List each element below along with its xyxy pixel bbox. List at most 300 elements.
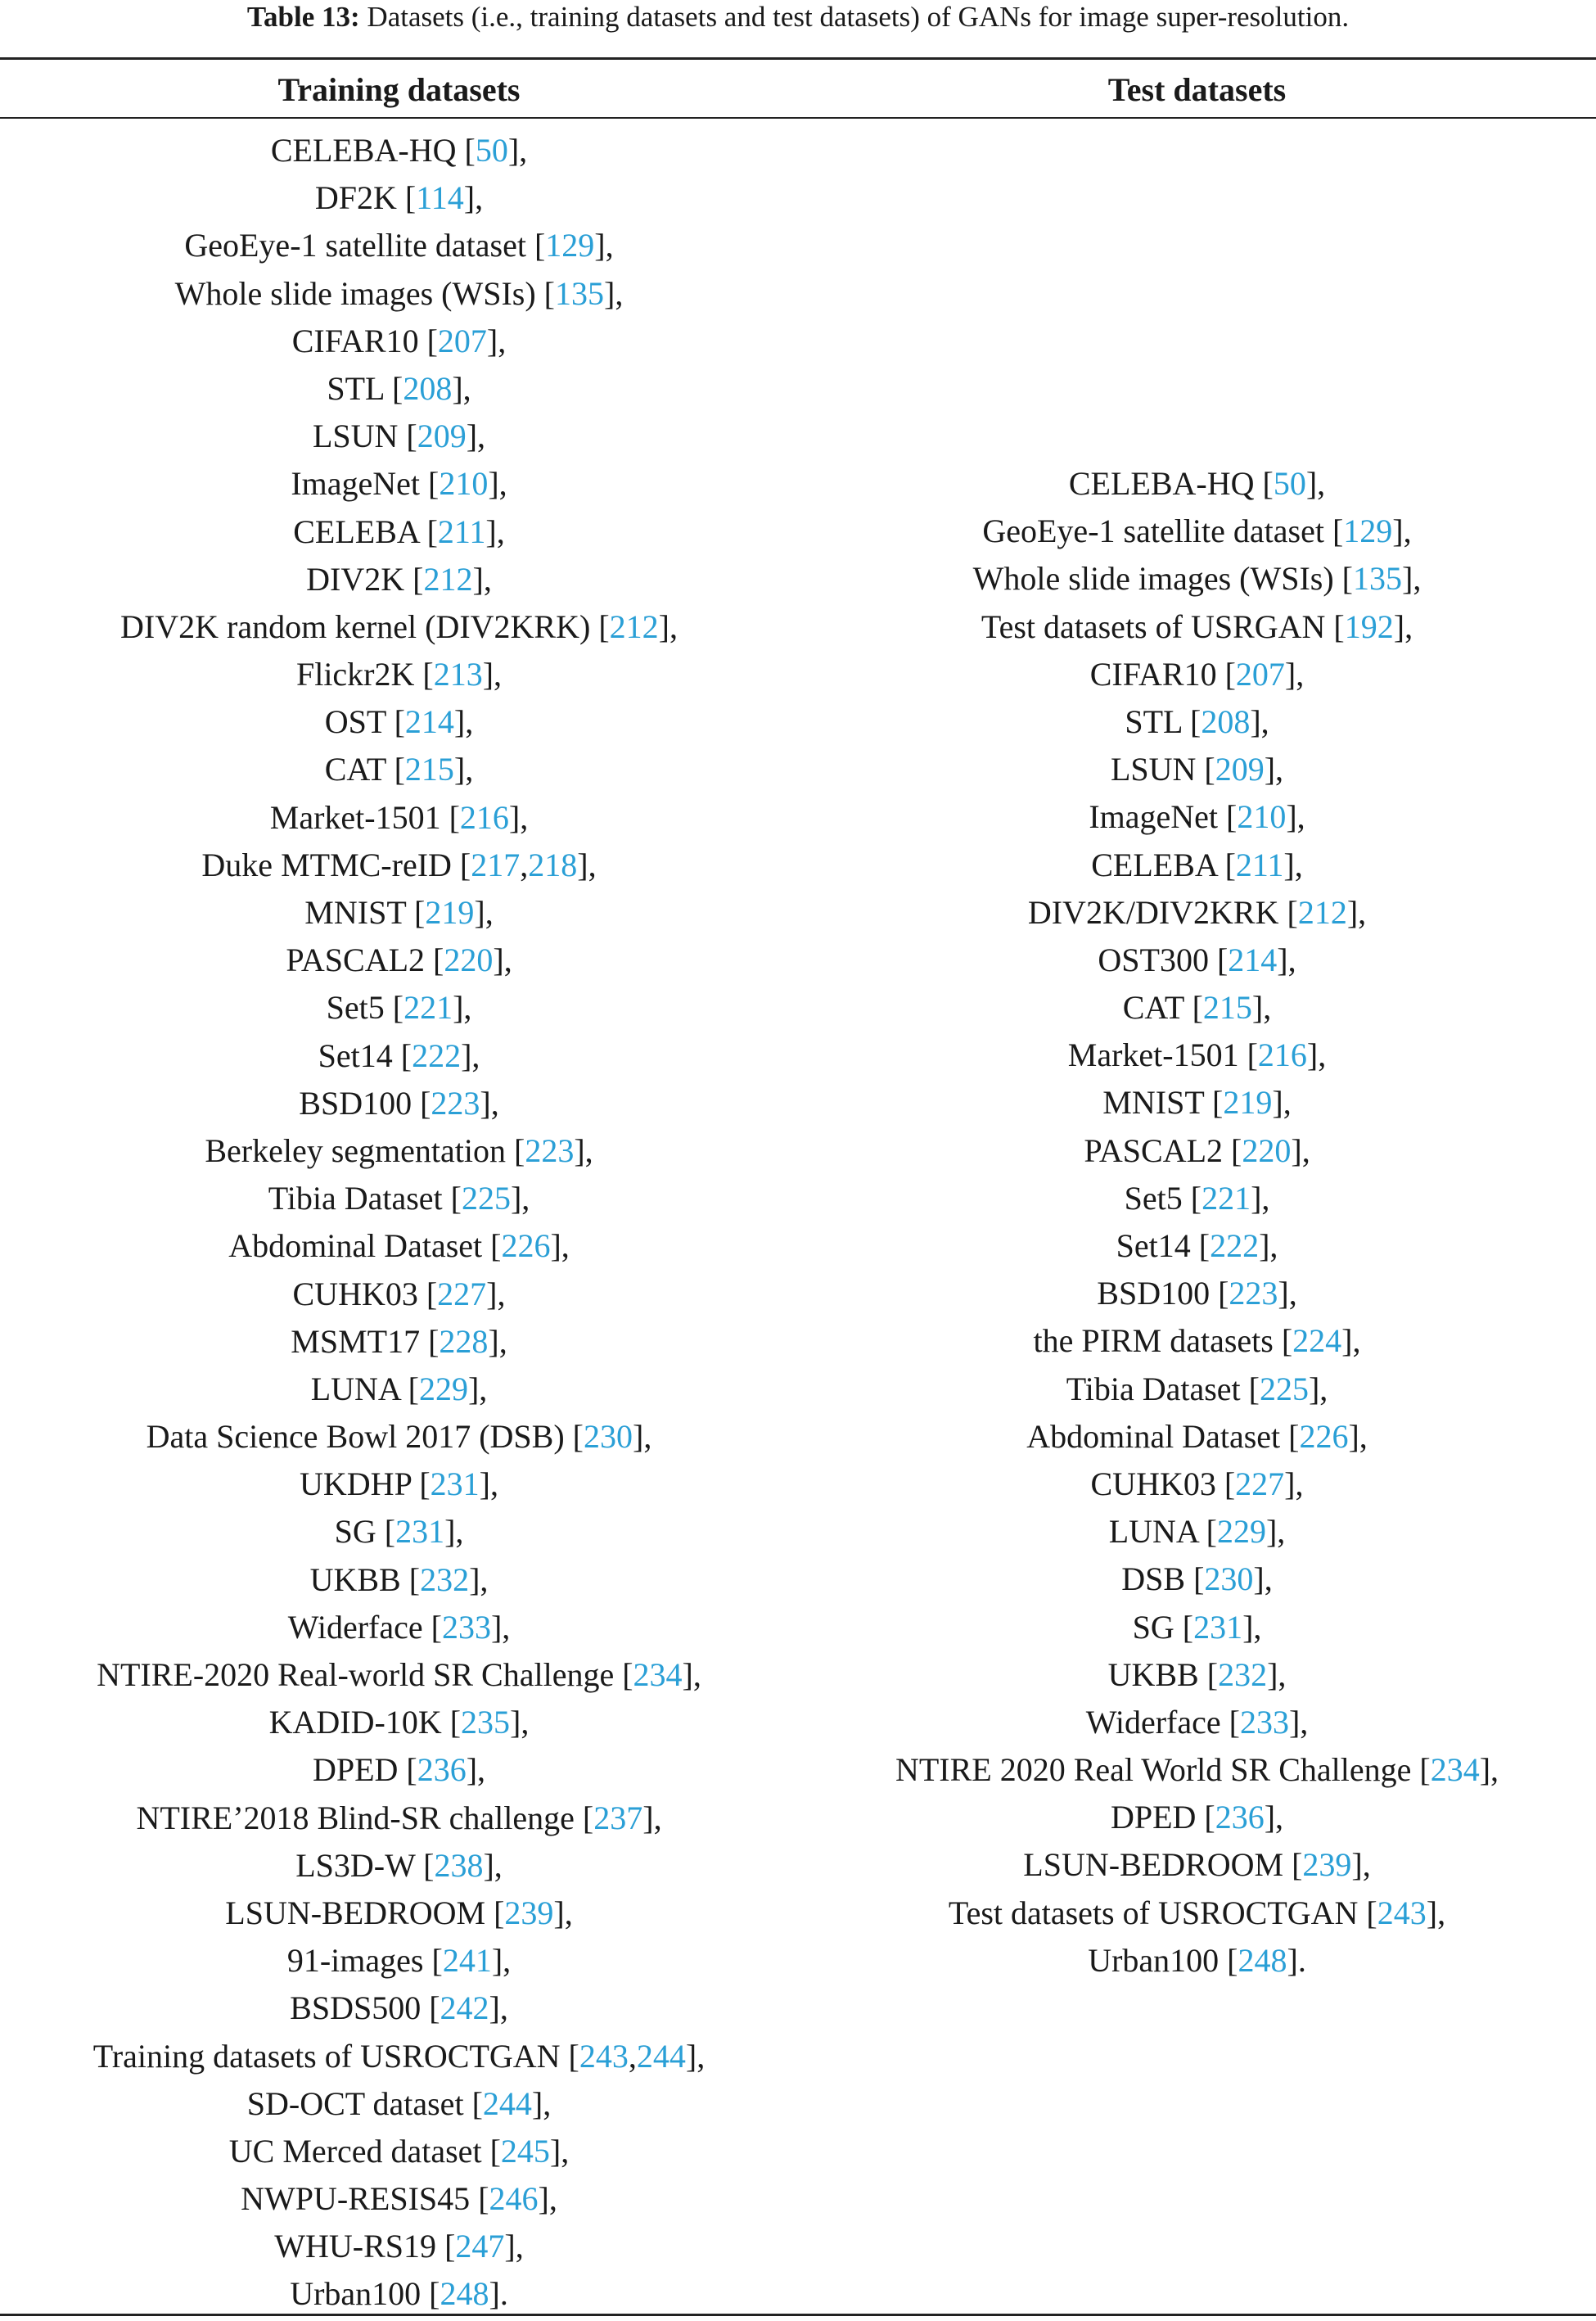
citation-link[interactable]: 236 bbox=[1215, 1799, 1265, 1836]
row-punctuation: , bbox=[497, 1275, 506, 1312]
citation-link[interactable]: 208 bbox=[403, 369, 453, 407]
row-punctuation: , bbox=[503, 1942, 512, 1980]
dataset-name: KADID-10K bbox=[268, 1704, 442, 1741]
dataset-row: UC Merced dataset [245], bbox=[228, 2132, 570, 2170]
citation-link[interactable]: 212 bbox=[1297, 893, 1347, 931]
row-punctuation: , bbox=[475, 179, 484, 217]
row-punctuation: , bbox=[588, 846, 597, 883]
row-punctuation: , bbox=[502, 1608, 511, 1646]
dataset-name: LSUN bbox=[312, 418, 399, 455]
dataset-row: LSUN [209], bbox=[312, 418, 486, 455]
row-punctuation: , bbox=[1261, 1179, 1270, 1217]
dataset-row: Set14 [222], bbox=[318, 1036, 480, 1074]
citation-link[interactable]: 228 bbox=[439, 1322, 489, 1360]
row-punctuation: , bbox=[605, 227, 614, 264]
dataset-row: Whole slide images (WSIs) [135], bbox=[174, 274, 624, 312]
dataset-row: KADID-10K [235], bbox=[268, 1704, 530, 1741]
row-punctuation: , bbox=[643, 1418, 652, 1456]
row-punctuation: , bbox=[653, 1799, 662, 1836]
row-punctuation: , bbox=[519, 132, 528, 169]
row-punctuation: , bbox=[1253, 1608, 1262, 1646]
dataset-name: BSD100 bbox=[1097, 1275, 1211, 1312]
dataset-row: Set5 [221], bbox=[326, 989, 472, 1027]
dataset-name: Abdominal Dataset bbox=[228, 1227, 483, 1265]
citation-link[interactable]: 225 bbox=[461, 1180, 511, 1217]
row-punctuation: , bbox=[477, 418, 486, 455]
dataset-row: NTIRE’2018 Blind-SR challenge [237], bbox=[136, 1799, 662, 1836]
dataset-name: Data Science Bowl 2017 (DSB) bbox=[146, 1418, 565, 1456]
dataset-row: CAT [215], bbox=[1122, 989, 1272, 1027]
row-punctuation: , bbox=[1283, 1084, 1292, 1122]
dataset-row: Tibia Dataset [225], bbox=[268, 1180, 530, 1217]
row-punctuation: , bbox=[1404, 607, 1413, 645]
dataset-row: OST [214], bbox=[324, 703, 474, 741]
dataset-row: Duke MTMC-reID [217,218], bbox=[201, 846, 597, 883]
citation-link[interactable]: 232 bbox=[1218, 1655, 1268, 1693]
dataset-row: CELEBA [211], bbox=[1091, 846, 1303, 883]
row-punctuation: , bbox=[584, 1131, 593, 1169]
dataset-row: LSUN-BEDROOM [239], bbox=[225, 1894, 573, 1931]
dataset-row: CIFAR10 [207], bbox=[291, 322, 507, 359]
row-punctuation: , bbox=[1359, 1417, 1368, 1455]
row-punctuation: , bbox=[463, 989, 472, 1027]
row-punctuation: , bbox=[1275, 751, 1284, 788]
citation-link[interactable]: 231 bbox=[430, 1465, 480, 1503]
citation-link[interactable]: 245 bbox=[500, 2132, 550, 2170]
dataset-row: Set5 [221], bbox=[1124, 1179, 1270, 1217]
dataset-name: Test datasets of USROCTGAN bbox=[948, 1894, 1359, 1931]
citation-link[interactable]: 215 bbox=[1202, 989, 1252, 1027]
dataset-name: Urban100 bbox=[1088, 1941, 1220, 1979]
dataset-name: CELEBA bbox=[293, 513, 419, 550]
row-punctuation: , bbox=[521, 1180, 530, 1217]
citation-link[interactable]: 223 bbox=[1229, 1275, 1278, 1312]
dataset-name: ImageNet bbox=[291, 465, 421, 503]
citation-link[interactable]: 209 bbox=[417, 418, 467, 455]
dataset-row: DIV2K/DIV2KRK [212], bbox=[1027, 893, 1367, 931]
row-punctuation: , bbox=[1301, 1131, 1310, 1169]
citation-link[interactable]: 223 bbox=[525, 1131, 575, 1169]
dataset-name: PASCAL2 bbox=[286, 941, 426, 979]
row-punctuation: , bbox=[1413, 560, 1422, 598]
dataset-name: MNIST bbox=[1102, 1084, 1205, 1122]
citation-link[interactable]: 235 bbox=[461, 1704, 511, 1741]
dataset-name: NTIRE 2020 Real World SR Challenge bbox=[895, 1751, 1412, 1789]
dataset-name: Tibia Dataset bbox=[268, 1180, 443, 1217]
dataset-name: CUHK03 bbox=[1090, 1465, 1216, 1502]
dataset-row: DIV2K [212], bbox=[306, 560, 492, 598]
citation-link[interactable]: 227 bbox=[1235, 1465, 1285, 1502]
dataset-row: LS3D-W [238], bbox=[295, 1846, 503, 1884]
citation-link[interactable]: 234 bbox=[1430, 1751, 1480, 1789]
row-punctuation: , bbox=[697, 2037, 706, 2075]
citation-link[interactable]: 248 bbox=[1238, 1941, 1287, 1979]
row-punctuation: , bbox=[1319, 1370, 1328, 1407]
dataset-name: Training datasets of USROCTGAN bbox=[92, 2037, 561, 2075]
dataset-name: LSUN-BEDROOM bbox=[1023, 1846, 1284, 1884]
row-punctuation: , bbox=[1278, 1655, 1287, 1693]
dataset-row: CUHK03 [227], bbox=[292, 1275, 506, 1312]
dataset-name: UKBB bbox=[1107, 1655, 1199, 1693]
row-punctuation: , bbox=[521, 1704, 530, 1741]
row-punctuation: , bbox=[485, 894, 494, 931]
dataset-row: Training datasets of USROCTGAN [243,244], bbox=[92, 2037, 706, 2075]
citation-link[interactable]: 129 bbox=[545, 227, 595, 264]
column-header-training: Training datasets bbox=[277, 71, 521, 108]
citation-link[interactable]: 50 bbox=[1273, 465, 1306, 502]
citation-link[interactable]: 213 bbox=[433, 656, 483, 693]
citation-link[interactable]: 217 bbox=[471, 846, 521, 883]
dataset-name: GeoEye-1 satellite dataset bbox=[982, 513, 1324, 550]
dataset-row: LUNA [229], bbox=[1108, 1513, 1286, 1551]
dataset-row: Berkeley segmentation [223], bbox=[205, 1131, 593, 1169]
dataset-row: MNIST [219], bbox=[1102, 1084, 1292, 1122]
dataset-name: WHU-RS19 bbox=[274, 2228, 437, 2265]
dataset-row: LSUN [209], bbox=[1110, 751, 1284, 788]
dataset-name: LUNA bbox=[1108, 1513, 1198, 1551]
dataset-row: BSD100 [223], bbox=[1097, 1275, 1297, 1312]
citation-link[interactable]: 247 bbox=[455, 2228, 505, 2265]
row-punctuation: , bbox=[1263, 989, 1272, 1027]
dataset-row: Set14 [222], bbox=[1116, 1227, 1278, 1264]
dataset-name: NTIRE’2018 Blind-SR challenge bbox=[136, 1799, 575, 1836]
dataset-row: OST300 [214], bbox=[1098, 941, 1296, 978]
row-punctuation: , bbox=[548, 2180, 557, 2218]
dataset-name: UKBB bbox=[309, 1560, 401, 1598]
dataset-row: LSUN-BEDROOM [239], bbox=[1023, 1846, 1371, 1884]
row-punctuation: , bbox=[494, 1846, 503, 1884]
row-punctuation: , bbox=[1403, 513, 1412, 550]
dataset-name: Urban100 bbox=[290, 2275, 422, 2313]
dataset-name: UC Merced dataset bbox=[228, 2132, 482, 2170]
row-punctuation: , bbox=[1358, 893, 1367, 931]
dataset-row: CELEBA [211], bbox=[293, 513, 505, 550]
dataset-row: Test datasets of USROCTGAN [243], bbox=[948, 1894, 1446, 1931]
citation-link[interactable]: 231 bbox=[1193, 1608, 1243, 1646]
citation-link[interactable]: 50 bbox=[475, 132, 508, 169]
citation-link[interactable]: 192 bbox=[1344, 607, 1394, 645]
dataset-row: Abdominal Dataset [226], bbox=[228, 1227, 570, 1265]
dataset-row: UKBB [232], bbox=[309, 1560, 489, 1598]
citation-link[interactable]: 234 bbox=[633, 1656, 683, 1693]
citation-link[interactable]: 221 bbox=[1202, 1179, 1251, 1217]
dataset-row: STL [208], bbox=[1125, 702, 1269, 740]
citation-link[interactable]: 243 bbox=[579, 2037, 629, 2075]
dataset-row: STL [208], bbox=[327, 369, 471, 407]
citation-link[interactable]: 230 bbox=[584, 1418, 633, 1456]
dataset-row: Urban100 [248]. bbox=[290, 2275, 508, 2313]
dataset-name: CIFAR10 bbox=[1089, 655, 1217, 693]
dataset-row: Widerface [233], bbox=[287, 1608, 511, 1646]
row-punctuation: , bbox=[477, 1751, 486, 1789]
dataset-name: 91-images bbox=[286, 1942, 424, 1980]
dataset-row: LUNA [229], bbox=[310, 1370, 488, 1407]
dataset-row: PASCAL2 [220], bbox=[1084, 1131, 1310, 1169]
dataset-row: Urban100 [248]. bbox=[1088, 1941, 1306, 1979]
dataset-name: DPED bbox=[312, 1751, 399, 1789]
dataset-name: MNIST bbox=[304, 894, 407, 931]
row-punctuation: , bbox=[503, 941, 512, 979]
dataset-name: Tibia Dataset bbox=[1066, 1370, 1241, 1407]
dataset-row: CIFAR10 [207], bbox=[1089, 655, 1305, 693]
dataset-name: Duke MTMC-reID bbox=[201, 846, 452, 883]
citation-link[interactable]: 219 bbox=[425, 894, 475, 931]
row-punctuation: , bbox=[465, 751, 474, 788]
citation-link[interactable]: 214 bbox=[1228, 941, 1278, 978]
dataset-row: CUHK03 [227], bbox=[1090, 1465, 1304, 1502]
dataset-row: ImageNet [210], bbox=[1089, 798, 1305, 836]
row-punctuation: , bbox=[462, 369, 471, 407]
row-punctuation: , bbox=[615, 274, 624, 312]
citation-link[interactable]: 229 bbox=[418, 1370, 468, 1407]
column-header-test: Test datasets bbox=[1107, 71, 1287, 108]
dataset-row: BSDS500 [242], bbox=[290, 1989, 508, 2027]
citation-link[interactable]: 248 bbox=[440, 2275, 489, 2313]
citation-link[interactable]: 211 bbox=[1235, 846, 1284, 883]
citation-link[interactable]: 218 bbox=[528, 846, 578, 883]
citation-link[interactable]: 229 bbox=[1216, 1513, 1266, 1551]
row-punctuation: , bbox=[480, 1560, 489, 1598]
row-punctuation: , bbox=[1317, 465, 1326, 502]
citation-link[interactable]: 114 bbox=[416, 179, 464, 217]
citation-link[interactable]: 231 bbox=[395, 1513, 445, 1551]
row-punctuation: , bbox=[543, 2084, 552, 2122]
table-top-rule bbox=[0, 57, 1596, 60]
citation-link[interactable]: 222 bbox=[1210, 1227, 1260, 1264]
dataset-name: NTIRE-2020 Real-world SR Challenge bbox=[97, 1656, 615, 1693]
citation-link[interactable]: 135 bbox=[555, 274, 604, 312]
row-punctuation: , bbox=[561, 2132, 570, 2170]
dataset-row: CELEBA-HQ [50], bbox=[270, 132, 528, 169]
dataset-name: ImageNet bbox=[1089, 798, 1219, 836]
row-punctuation: , bbox=[1295, 1465, 1304, 1502]
dataset-row: DSB [230], bbox=[1121, 1560, 1273, 1598]
citation-link[interactable]: 135 bbox=[1353, 560, 1402, 598]
row-punctuation: , bbox=[669, 607, 678, 645]
test-datasets-list bbox=[798, 460, 1596, 1985]
dataset-row: DPED [236], bbox=[312, 1751, 486, 1789]
row-punctuation: , bbox=[1260, 702, 1269, 740]
citation-link[interactable]: 210 bbox=[1237, 798, 1287, 836]
citation-link[interactable]: 212 bbox=[423, 560, 473, 598]
citation-link[interactable]: 216 bbox=[1257, 1036, 1307, 1074]
citation-link[interactable]: 210 bbox=[439, 465, 489, 503]
dataset-name: DIV2K/DIV2KRK bbox=[1027, 893, 1279, 931]
dataset-row: NWPU-RESIS45 [246], bbox=[241, 2180, 557, 2218]
dataset-name: GeoEye-1 satellite dataset bbox=[184, 227, 526, 264]
citation-link[interactable]: 243 bbox=[1377, 1894, 1427, 1931]
dataset-row: CELEBA-HQ [50], bbox=[1068, 465, 1326, 502]
citation-link[interactable]: 246 bbox=[489, 2180, 539, 2218]
dataset-name: LUNA bbox=[310, 1370, 400, 1407]
table-caption bbox=[0, 0, 1596, 34]
dataset-row: Abdominal Dataset [226], bbox=[1026, 1417, 1368, 1455]
dataset-name: CELEBA-HQ bbox=[270, 132, 457, 169]
citation-link[interactable]: 129 bbox=[1343, 513, 1393, 550]
row-punctuation: , bbox=[1277, 1513, 1286, 1551]
row-punctuation: , bbox=[489, 1465, 498, 1503]
dataset-row: Widerface [233], bbox=[1085, 1703, 1309, 1741]
dataset-name: DPED bbox=[1110, 1799, 1197, 1836]
training-datasets-list bbox=[0, 127, 798, 2319]
dataset-row: ImageNet [210], bbox=[291, 465, 507, 503]
dataset-name: CELEBA-HQ bbox=[1068, 465, 1255, 502]
citation-link[interactable]: 222 bbox=[412, 1036, 462, 1074]
citation-link[interactable]: 209 bbox=[1215, 751, 1265, 788]
dataset-name: DIV2K bbox=[306, 560, 405, 598]
row-punctuation: , bbox=[1300, 1703, 1309, 1741]
citation-link[interactable]: 220 bbox=[1242, 1131, 1292, 1169]
citation-link[interactable]: 221 bbox=[404, 989, 453, 1027]
row-punctuation: , bbox=[496, 513, 505, 550]
dataset-row: DF2K [114], bbox=[314, 179, 484, 217]
row-punctuation: , bbox=[499, 1989, 508, 2027]
dataset-name: STL bbox=[1125, 702, 1182, 740]
dataset-row: WHU-RS19 [247], bbox=[274, 2228, 524, 2265]
dataset-name: SD-OCT dataset bbox=[246, 2084, 464, 2122]
citation-link[interactable]: 237 bbox=[593, 1799, 643, 1836]
citation-link[interactable]: 207 bbox=[437, 322, 487, 359]
dataset-name: BSDS500 bbox=[290, 1989, 422, 2027]
dataset-row: BSD100 [223], bbox=[299, 1084, 499, 1122]
row-punctuation: , bbox=[1318, 1036, 1327, 1074]
citation-link[interactable]: 225 bbox=[1259, 1370, 1309, 1407]
dataset-name: Berkeley segmentation bbox=[205, 1131, 506, 1169]
citation-link[interactable]: 244 bbox=[482, 2084, 532, 2122]
row-punctuation: , bbox=[1264, 1560, 1273, 1598]
row-punctuation: , bbox=[479, 1370, 488, 1407]
citation-link[interactable]: 223 bbox=[431, 1084, 480, 1122]
dataset-name: Flickr2K bbox=[295, 656, 415, 693]
row-punctuation: , bbox=[465, 703, 474, 741]
citation-link[interactable]: 230 bbox=[1204, 1560, 1254, 1598]
row-punctuation: , bbox=[455, 1513, 464, 1551]
citation-link[interactable]: 244 bbox=[636, 2037, 686, 2075]
citation-link[interactable]: 216 bbox=[459, 798, 509, 836]
citation-link[interactable]: 211 bbox=[437, 513, 486, 550]
dataset-row: MNIST [219], bbox=[304, 894, 494, 931]
citation-link[interactable]: 226 bbox=[501, 1227, 551, 1265]
table-header-rule bbox=[0, 117, 1596, 119]
row-punctuation: , bbox=[498, 465, 507, 503]
dataset-row: DIV2K random kernel (DIV2KRK) [212], bbox=[120, 607, 678, 645]
dataset-name: LSUN bbox=[1110, 751, 1197, 788]
row-punctuation: , bbox=[1294, 846, 1303, 883]
row-punctuation: , bbox=[490, 1084, 499, 1122]
dataset-row: 91-images [241], bbox=[286, 1942, 512, 1980]
dataset-name: Widerface bbox=[287, 1608, 423, 1646]
citation-link[interactable]: 232 bbox=[420, 1560, 470, 1598]
citation-link[interactable]: 239 bbox=[504, 1894, 554, 1931]
dataset-row: Market-1501 [216], bbox=[269, 798, 529, 836]
citation-link[interactable]: 233 bbox=[1239, 1703, 1289, 1741]
row-punctuation: , bbox=[498, 1322, 507, 1360]
dataset-name: Widerface bbox=[1085, 1703, 1221, 1741]
dataset-row: GeoEye-1 satellite dataset [129], bbox=[982, 513, 1412, 550]
dataset-row: Test datasets of USRGAN [192], bbox=[981, 607, 1413, 645]
dataset-name: Set14 bbox=[318, 1036, 393, 1074]
citation-link[interactable]: 227 bbox=[437, 1275, 487, 1312]
dataset-name: DF2K bbox=[314, 179, 397, 217]
dataset-row: Whole slide images (WSIs) [135], bbox=[972, 560, 1422, 598]
dataset-name: Test datasets of USRGAN bbox=[981, 607, 1326, 645]
dataset-name: Whole slide images (WSIs) bbox=[972, 560, 1334, 598]
dataset-row: SG [231], bbox=[1132, 1608, 1262, 1646]
dataset-name: CIFAR10 bbox=[291, 322, 419, 359]
citation-link[interactable]: 242 bbox=[440, 1989, 489, 2027]
dataset-name: MSMT17 bbox=[291, 1322, 421, 1360]
table-bottom-rule bbox=[0, 2314, 1596, 2316]
dataset-name: NWPU-RESIS45 bbox=[241, 2180, 471, 2218]
citation-link[interactable]: 239 bbox=[1302, 1846, 1352, 1884]
dataset-name: BSD100 bbox=[299, 1084, 413, 1122]
citation-link[interactable]: 207 bbox=[1235, 655, 1285, 693]
row-punctuation: , bbox=[1490, 1751, 1499, 1789]
row-punctuation: , bbox=[1275, 1799, 1284, 1836]
dataset-name: PASCAL2 bbox=[1084, 1131, 1224, 1169]
row-punctuation: , bbox=[564, 1894, 573, 1931]
row-punctuation: , bbox=[483, 560, 492, 598]
dataset-row: Market-1501 [216], bbox=[1067, 1036, 1327, 1074]
row-punctuation: , bbox=[471, 1036, 480, 1074]
dataset-name: Market-1501 bbox=[269, 798, 441, 836]
dataset-name: UKDHP bbox=[300, 1465, 412, 1503]
citation-link[interactable]: 233 bbox=[441, 1608, 491, 1646]
dataset-name: Set5 bbox=[1124, 1179, 1183, 1217]
citation-link[interactable]: 241 bbox=[442, 1942, 492, 1980]
row-punctuation: , bbox=[494, 656, 503, 693]
dataset-row: GeoEye-1 satellite dataset [129], bbox=[184, 227, 614, 264]
row-punctuation: , bbox=[520, 798, 529, 836]
citation-link[interactable]: 238 bbox=[434, 1846, 484, 1884]
dataset-row: Data Science Bowl 2017 (DSB) [230], bbox=[146, 1418, 652, 1456]
dataset-name: OST bbox=[324, 703, 386, 741]
dataset-name: Whole slide images (WSIs) bbox=[174, 274, 536, 312]
row-punctuation: , bbox=[1352, 1322, 1361, 1360]
dataset-row: UKDHP [231], bbox=[300, 1465, 498, 1503]
citation-link[interactable]: 219 bbox=[1223, 1084, 1273, 1122]
dataset-name: Market-1501 bbox=[1067, 1036, 1239, 1074]
row-punctuation: , bbox=[1288, 1275, 1297, 1312]
dataset-row: CAT [215], bbox=[324, 751, 474, 788]
dataset-name: CUHK03 bbox=[292, 1275, 418, 1312]
citation-link[interactable]: 212 bbox=[609, 607, 659, 645]
dataset-row: SG [231], bbox=[334, 1513, 464, 1551]
dataset-row: Flickr2K [213], bbox=[295, 656, 503, 693]
dataset-row: NTIRE-2020 Real-world SR Challenge [234], bbox=[97, 1656, 701, 1693]
dataset-name: Set5 bbox=[326, 989, 385, 1027]
dataset-row: Tibia Dataset [225], bbox=[1066, 1370, 1328, 1407]
citation-link[interactable]: 226 bbox=[1299, 1417, 1349, 1455]
citation-link[interactable]: 220 bbox=[444, 941, 494, 979]
dataset-name: Abdominal Dataset bbox=[1026, 1417, 1281, 1455]
dataset-name: DSB bbox=[1121, 1560, 1186, 1598]
dataset-name: OST300 bbox=[1098, 941, 1209, 978]
row-punctuation: , bbox=[1296, 798, 1305, 836]
citation-link[interactable]: 224 bbox=[1292, 1322, 1342, 1360]
citation-link[interactable]: 236 bbox=[417, 1751, 467, 1789]
dataset-name: CAT bbox=[324, 751, 386, 788]
row-punctuation: , bbox=[498, 322, 507, 359]
dataset-name: LSUN-BEDROOM bbox=[225, 1894, 486, 1931]
row-punctuation: , bbox=[1269, 1227, 1278, 1264]
row-punctuation: , bbox=[692, 1656, 701, 1693]
citation-link[interactable]: 214 bbox=[404, 703, 454, 741]
citation-link[interactable]: 215 bbox=[404, 751, 454, 788]
citation-link[interactable]: 208 bbox=[1201, 702, 1251, 740]
row-punctuation: , bbox=[1287, 941, 1296, 978]
dataset-name: SG bbox=[334, 1513, 376, 1551]
